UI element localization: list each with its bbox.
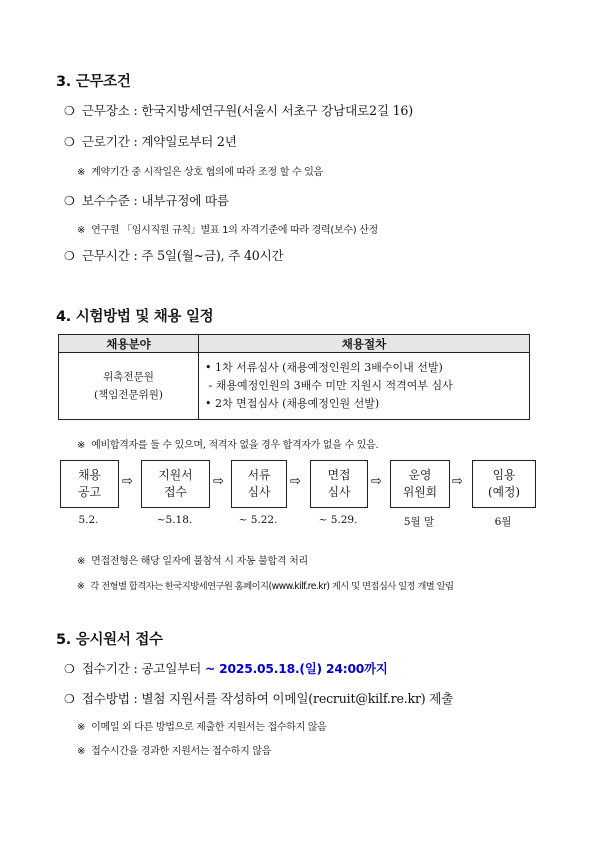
reserve-note-text: 예비합격자를 둘 수 있으며, 적격자 없을 경우 합격자가 없을 수 있음. (91, 440, 379, 451)
section4-title: 4. 시험방법 및 채용 일정 (56, 309, 214, 325)
work-place-item (64, 100, 413, 119)
flow-step-document-review (231, 460, 287, 508)
late-application-note-text: 접수시간을 경과한 지원서는 접수하지 않음 (91, 746, 272, 757)
field-cell (59, 353, 199, 420)
announcement-note-text: 각 전형별 합격자는 한국지방세연구원 홈페이지(www.kilf.re.kr) 게시 및 면접심사 일정 개별 알림 (90, 581, 454, 592)
flow-step-line: 위원회 (402, 485, 438, 499)
flow-date: 5.2. (78, 514, 99, 526)
flow-step-line: 면접 (327, 468, 351, 482)
arrow-right-icon: ⇨ (122, 474, 133, 489)
note-mark-icon: ※ (77, 722, 86, 733)
work-period-value: 계약일로부터 2년 (141, 134, 237, 149)
flow-step-appointment (472, 460, 536, 508)
procedure-step: • 2차 면접심사 (채용예정인원 선발) (205, 397, 380, 410)
note-mark-icon: ※ (77, 167, 86, 178)
flow-date: ~ 5.29. (318, 514, 358, 526)
procedure-step: - 채용예정인원의 3배수 미만 지원시 적격여부 심사 (205, 379, 453, 392)
work-period-note (77, 163, 323, 178)
arrow-right-icon: ⇨ (371, 474, 382, 489)
application-period-label: 접수기간 : 공고일부터 (81, 661, 205, 676)
pay-item (64, 190, 229, 209)
procedure-step: • 1차 서류심사 (채용예정인원의 3배수이내 선발) (205, 361, 443, 374)
pay-note-text: 연구원 「임시직원 규칙」별표 1의 자격기준에 따라 경력(보수) 산정 (91, 225, 378, 236)
flow-step-application (141, 460, 210, 508)
application-period-item (64, 658, 388, 677)
flow-step-line: 공고 (78, 485, 101, 499)
procedure-cell (199, 353, 530, 420)
flow-step-line: 운영 (408, 468, 432, 482)
recruitment-table (58, 334, 530, 420)
flow-step-announcement (60, 460, 119, 508)
flow-step-line: 심사 (327, 485, 351, 499)
note-mark-icon: ※ (77, 556, 86, 567)
flow-step-interview (310, 460, 368, 508)
interview-note (77, 552, 308, 567)
flow-step-line: 서류 (247, 468, 271, 482)
work-hours-item (64, 245, 284, 264)
note-mark-icon: ※ (77, 581, 85, 592)
field-name: 위촉전문원 (103, 371, 154, 383)
late-application-note (77, 742, 271, 757)
bullet-icon: ❍ (64, 662, 75, 676)
bullet-icon: ❍ (64, 249, 75, 263)
work-hours-value: 주 5일(월~금), 주 40시간 (141, 248, 284, 263)
flow-date: ~ 5.22. (238, 514, 278, 526)
work-hours-label: 근무시간 : (81, 248, 142, 263)
work-place-value: 한국지방세연구원(서울시 서초구 강남대로2길 16) (141, 103, 413, 118)
flow-step-line: 지원서 (158, 468, 193, 482)
interview-note-text: 면접전형은 해당 일자에 불참석 시 자동 불합격 처리 (91, 556, 308, 567)
reserve-note (77, 436, 378, 451)
flow-step-line: 심사 (247, 485, 271, 499)
work-period-label: 근로기간 : (81, 134, 142, 149)
col-field-header: 채용분야 (59, 335, 199, 353)
bullet-icon: ❍ (64, 692, 75, 706)
flow-step-line: 채용 (78, 468, 101, 482)
section3-title: 3. 근무조건 (56, 74, 131, 90)
flow-step-line: (예정) (488, 485, 520, 499)
note-mark-icon: ※ (77, 746, 86, 757)
flow-step-line: 접수 (164, 485, 187, 499)
announcement-note (77, 578, 454, 592)
application-method-label: 접수방법 : (81, 691, 142, 706)
flow-date: ~5.18. (156, 514, 193, 526)
flow-date: 5월 말 (403, 516, 435, 528)
arrow-right-icon: ⇨ (213, 474, 224, 489)
application-method-item (64, 688, 453, 707)
col-procedure-header: 채용절차 (199, 335, 530, 353)
bullet-icon: ❍ (64, 135, 75, 149)
note-mark-icon: ※ (77, 225, 86, 236)
work-period-note-text: 계약기간 중 시작일은 상호 협의에 따라 조정 할 수 있음 (91, 167, 323, 178)
arrow-right-icon: ⇨ (452, 474, 463, 489)
application-deadline: ~ 2025.05.18.(일) 24:00까지 (204, 662, 388, 676)
bullet-icon: ❍ (64, 104, 75, 118)
flow-step-line: 임용 (492, 468, 516, 482)
email-only-note (77, 718, 327, 733)
arrow-right-icon: ⇨ (290, 474, 301, 489)
pay-note (77, 221, 378, 236)
flow-date: 6월 (494, 516, 512, 528)
pay-label: 보수수준 : (81, 193, 142, 208)
field-subname: (책임전문위원) (93, 389, 164, 401)
pay-value: 내부규정에 따름 (141, 193, 229, 208)
work-place-label: 근무장소 : (81, 103, 142, 118)
work-period-item (64, 131, 237, 150)
email-only-note-text: 이메일 외 다른 방법으로 제출한 지원서는 접수하지 않음 (91, 722, 327, 733)
note-mark-icon: ※ (77, 440, 86, 451)
bullet-icon: ❍ (64, 194, 75, 208)
section5-title: 5. 응시원서 접수 (56, 632, 163, 648)
flow-step-committee (390, 460, 450, 508)
application-method-value: 별첨 지원서를 작성하여 이메일(recruit@kilf.re.kr) 제출 (141, 691, 454, 706)
